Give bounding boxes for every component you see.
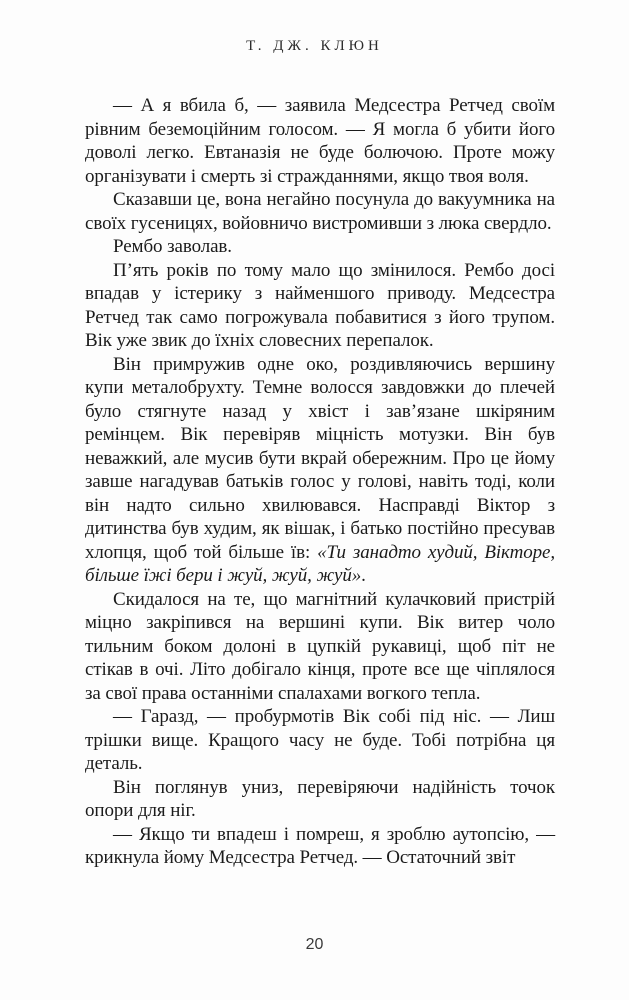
text-segment: — Гаразд, — пробурмотів Вік собі під ніс. — Лиш трішки вище. Кращого часу не буде. Тобі потрібна ця деталь.	[85, 706, 555, 774]
paragraph	[85, 588, 555, 706]
text-segment: Він поглянув униз, перевіряючи надійність точок опори для ніг.	[85, 776, 555, 821]
paragraph	[85, 705, 555, 776]
italic-quote: «Ти занадто худий, Вікторе, більше їжі бери і жуй, жуй, жуй»	[85, 541, 555, 586]
text-segment: .	[361, 565, 366, 586]
paragraph	[85, 94, 555, 188]
body-text	[85, 94, 555, 870]
paragraph	[85, 823, 555, 870]
paragraph	[85, 259, 555, 353]
paragraph	[85, 353, 555, 588]
text-segment: — Якщо ти впадеш і помреш, я зроблю аутопсію, — крикнула йому Медсестра Ретчед. — Остаточний звіт	[85, 823, 555, 868]
paragraph	[85, 235, 555, 259]
running-head: Т. ДЖ. КЛЮН	[246, 38, 383, 54]
paragraph	[85, 188, 555, 235]
text-segment: П’ять років по тому мало що змінилося. Рембо досі впадав у істерику з найменшого приводу. Медсестра Ретчед так само погрожувала побавитися з його трупом. Вік уже звик до їхніх словесних перепалок.	[85, 259, 555, 351]
text-segment: — А я вбила б, — заявила Медсестра Ретчед своїм рівним беземоційним голосом. — Я могла б убити його доволі легко. Евтаназія не буде болючою. Проте можу організувати і смерть зі стражданнями, якщо твоя воля.	[85, 95, 555, 187]
page-number: 20	[305, 936, 324, 953]
text-segment: Він примружив одне око, роздивляючись вершину купи металобрухту. Темне волосся завдовжки до плечей було стягнуте назад у хвіст і зав’язане шкіряним ремінцем. Вік перевіряв міцність мотузки. Він був неважкий, але мусив бути вкрай обережним. Про це йому завше нагадував батьків голос у голові, навіть тоді, коли він надто сильно хвилювався. Насправді Віктор з дитинства був худим, як вішак, і батько постійно пресував хлопця, щоб той більше їв:	[85, 353, 555, 563]
paragraph	[85, 776, 555, 823]
text-segment: Сказавши це, вона негайно посунула до вакуумника на своїх гусеницях, войовничо вистромивши з люка свердло.	[85, 189, 555, 234]
text-segment: Скидалося на те, що магнітний кулачковий пристрій міцно закріпився на вершині купи. Вік витер чоло тильним боком долоні в цупкій рукавиці, щоб піт не стікав в очі. Літо добігало кінця, проте все ще чіплялося за свої права останніми спалахами вогкого тепла.	[85, 588, 555, 704]
text-segment: Рембо заволав.	[113, 236, 232, 257]
